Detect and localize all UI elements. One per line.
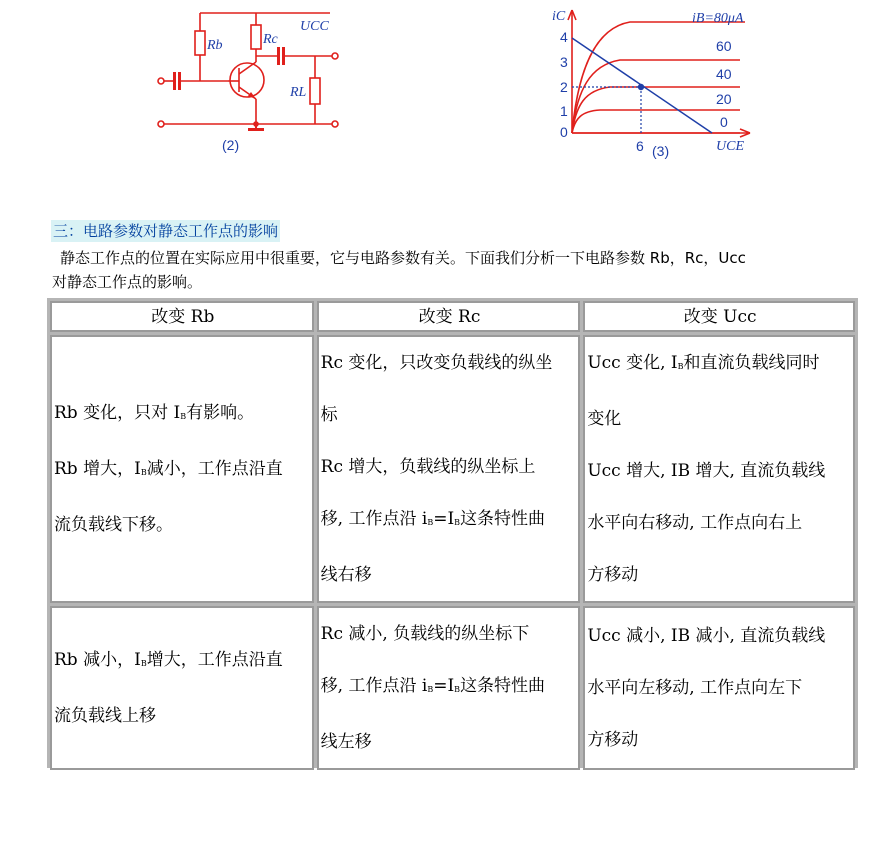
cell-line: Ucc 减小, IB 减小, 直流负载线 <box>587 626 826 646</box>
circuit-caption: (2) <box>222 137 240 153</box>
y-tick-3: 3 <box>560 54 568 70</box>
cell-line: 流负载线下移。 <box>54 515 173 535</box>
cell-line: 水平向右移动, 工作点向右上 <box>587 513 803 533</box>
x-axis-label: UCE <box>716 139 744 154</box>
y-axis-label: iC <box>552 9 566 24</box>
output-characteristic-graph <box>540 0 765 165</box>
cell-line: 标 <box>320 405 338 425</box>
x-tick-6: 6 <box>636 138 644 154</box>
cell-line: Ucc 变化, $I_B$和直流负载线同时 <box>587 353 820 373</box>
curve-label-0: 0 <box>720 114 728 130</box>
table-header-row <box>50 301 855 332</box>
cell-line: 变化 <box>587 409 622 429</box>
graph-caption: (3) <box>652 143 670 159</box>
curve-label-40: 40 <box>716 66 732 82</box>
cell-rb-increase <box>50 335 314 603</box>
curve-label-60: 60 <box>716 38 732 54</box>
cell-line: Rc 增大，负载线的纵坐标上 <box>320 457 536 477</box>
ucc-label: UCC <box>300 19 329 34</box>
section-heading: 三：电路参数对静态工作点的影响 <box>53 222 279 240</box>
cell-line: 方移动 <box>587 730 639 750</box>
intro-line-2: 对静态工作点的影响。 <box>52 273 203 291</box>
cell-ucc-decrease <box>583 606 855 770</box>
cell-line: Rc 减小, 负载线的纵坐标下 <box>320 624 530 644</box>
ib-label: iB=80μA <box>692 11 744 26</box>
cell-line: 流负载线上移 <box>54 706 156 726</box>
cell-line: Rb 增大，$I_B$减小，工作点沿直 <box>54 459 283 479</box>
curve-20 <box>572 110 740 133</box>
cell-rc-increase <box>317 335 581 603</box>
cell-rb-decrease <box>50 606 314 770</box>
y-tick-2: 2 <box>560 79 568 95</box>
cell-line: 方移动 <box>587 565 639 585</box>
header-ucc: 改变 Ucc <box>583 301 855 332</box>
cell-line: 移, 工作点沿 $i_B=I_B$这条特性曲 <box>320 676 546 696</box>
cell-line: 水平向左移动, 工作点向左下 <box>587 678 803 698</box>
y-tick-1: 1 <box>560 103 568 119</box>
cell-line: Rb 变化，只对 $I_B$有影响。 <box>54 403 255 423</box>
cell-line: Ucc 增大, IB 增大, 直流负载线 <box>587 461 826 481</box>
parameter-effects-table <box>47 298 858 768</box>
rb-label: Rb <box>207 38 223 53</box>
y-tick-0: 0 <box>560 124 568 140</box>
rl-label: RL <box>290 85 307 100</box>
cell-rc-decrease <box>317 606 581 770</box>
cell-line: 线右移 <box>320 565 372 585</box>
cell-line: 移, 工作点沿 $i_B=I_B$这条特性曲 <box>320 509 546 529</box>
intro-line-1: 静态工作点的位置在实际应用中很重要，它与电路参数有关。下面我们分析一下电路参数 Rb，Rc，Ucc <box>60 249 746 267</box>
cell-ucc-increase <box>583 335 855 603</box>
circuit-diagram <box>150 8 360 158</box>
header-rb: 改变 Rb <box>50 301 314 332</box>
cell-line: Rb 减小，$I_B$增大，工作点沿直 <box>54 650 283 670</box>
table-row <box>50 606 855 770</box>
rc-label: Rc <box>263 32 278 47</box>
cell-line: Rc 变化，只改变负载线的纵坐 <box>320 353 553 373</box>
operating-point <box>638 84 644 90</box>
intro-paragraph <box>52 246 862 294</box>
y-tick-4: 4 <box>560 29 568 45</box>
header-rc: 改变 Rc <box>317 301 581 332</box>
curve-60 <box>572 60 740 133</box>
cell-line: 线左移 <box>320 732 372 752</box>
table-row <box>50 335 855 603</box>
curve-label-20: 20 <box>716 91 732 107</box>
